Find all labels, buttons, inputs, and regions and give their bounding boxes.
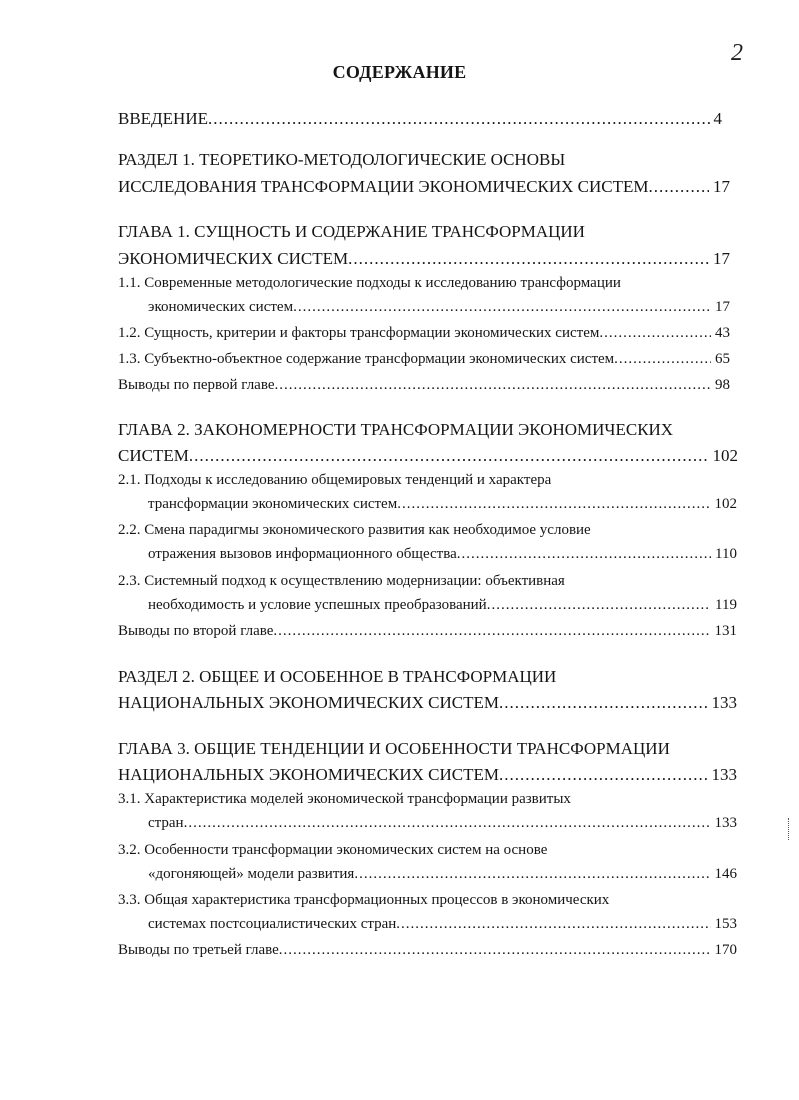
leader-dots [499,693,708,713]
toc-entry-page: 119 [715,597,737,613]
toc-entry-text: ГЛАВА 3. ОБЩИЕ ТЕНДЕНЦИИ И ОСОБЕННОСТИ ТРАНСФОРМАЦИИ [118,739,670,758]
toc-entry-text: 3.3. Общая характеристика трансформационных процессов в экономических [118,892,610,908]
toc-entry-page: 110 [715,546,737,562]
toc-entry-text: Выводы по третьей главе [118,942,279,958]
toc-item-3-2-line1 [118,842,758,866]
toc-entry-text: экономических систем [148,299,294,315]
leader-dots [189,446,709,466]
leader-dots [279,942,711,959]
toc-entry-page: 17 [715,299,730,315]
toc-entry-text: ИССЛЕДОВАНИЯ ТРАНСФОРМАЦИИ ЭКОНОМИЧЕСКИХ СИСТЕМ [118,177,649,196]
toc-entry-text: ВВЕДЕНИЕ [118,109,208,128]
leader-dots [649,177,709,197]
toc-item-3-1 [148,815,737,839]
toc-item-3-1-line1 [118,791,758,815]
leader-dots [348,249,709,269]
toc-entry-text: РАЗДЕЛ 1. ТЕОРЕТИКО-МЕТОДОЛОГИЧЕСКИЕ ОСНОВЫ [118,150,566,169]
toc-entry-text: НАЦИОНАЛЬНЫХ ЭКОНОМИЧЕСКИХ СИСТЕМ [118,765,499,784]
leader-dots [354,866,710,883]
toc-entry-page: 17 [713,177,730,196]
toc-item-2-2 [148,546,737,570]
toc-entry-text: 1.3. Субъектно-объектное содержание трансформации экономических систем [118,351,615,367]
leader-dots [499,765,708,785]
toc-chapter2-line1 [118,420,758,444]
toc-entry-text: НАЦИОНАЛЬНЫХ ЭКОНОМИЧЕСКИХ СИСТЕМ [118,693,499,712]
toc-chapter3-line1 [118,739,778,763]
toc-item-2-1 [148,496,737,520]
toc-entry-text: 3.1. Характеристика моделей экономической трансформации развитых [118,791,571,807]
scan-artifact [788,818,792,840]
toc-item-1-1-line1 [118,275,758,299]
toc-entry-page: 4 [713,109,722,128]
toc-entry-page: 131 [714,623,737,639]
toc-item-1-3 [118,351,730,375]
toc-entry-text: 1.2. Сущность, критерии и факторы трансформации экономических систем [118,325,600,341]
toc-entry-text: системах постсоциалистических стран [148,916,397,932]
toc-entry-text: отражения вызовов информационного общества [148,546,457,562]
toc-entry-chapter1 [118,249,730,273]
toc-item-2-1-line1 [118,472,758,496]
leader-dots [208,109,710,129]
leader-dots [293,299,711,316]
toc-entry-section1 [118,177,730,201]
handwritten-page-number: 2 [731,40,743,66]
leader-dots [275,377,712,394]
toc-entry-page: 153 [714,916,737,932]
toc-entry-text: РАЗДЕЛ 2. ОБЩЕЕ И ОСОБЕННОЕ В ТРАНСФОРМАЦИИ [118,667,557,686]
toc-entry-text: Выводы по первой главе [118,377,275,393]
toc-entry-chapter3 [118,765,737,789]
toc-entry-page: 133 [711,693,737,712]
toc-item-2-2-line1 [118,522,758,546]
leader-dots [184,815,711,832]
toc-item-2-3 [148,597,737,621]
toc-entry-page: 43 [715,325,730,341]
toc-item-3-2 [148,866,737,890]
toc-entry-text: ГЛАВА 2. ЗАКОНОМЕРНОСТИ ТРАНСФОРМАЦИИ ЭКОНОМИЧЕСКИХ [118,420,674,439]
toc-entry-page: 133 [714,815,737,831]
toc-entry-text: 2.3. Системный подход к осуществлению модернизации: объективная [118,573,565,589]
toc-entry-chapter2 [118,446,738,470]
toc-item-1-2 [118,325,730,349]
toc-entry-intro [118,109,722,133]
toc-entry-text: необходимость и условие успешных преобразований [148,597,487,613]
toc-entry-page: 146 [714,866,737,882]
leader-dots [487,597,711,614]
toc-item-2-3-line1 [118,573,758,597]
toc-entry-section2 [118,693,737,717]
leader-dots [614,351,711,368]
leader-dots [273,623,710,640]
toc-entry-text: 1.1. Современные методологические подходы к исследованию трансформации [118,275,621,291]
toc-entry-page: 65 [715,351,730,367]
toc-entry-page: 102 [712,446,738,465]
toc-entry-text: Выводы по второй главе [118,623,274,639]
page-title: СОДЕРЖАНИЕ [332,62,467,82]
toc-entry-text: стран [148,815,184,831]
toc-entry-text: ЭКОНОМИЧЕСКИХ СИСТЕМ [118,249,349,268]
toc-entry-text: ГЛАВА 1. СУЩНОСТЬ И СОДЕРЖАНИЕ ТРАНСФОРМАЦИИ [118,222,585,241]
leader-dots [397,496,710,513]
toc-entry-page: 17 [713,249,730,268]
toc-section1-line1 [118,150,758,174]
toc-entry-page: 170 [714,942,737,958]
toc-entry-page: 133 [711,765,737,784]
toc-entry-text: 2.2. Смена парадигмы экономического развития как необходимое условие [118,522,591,538]
toc-entry-text: трансформации экономических систем [148,496,398,512]
leader-dots [396,916,710,933]
toc-section2-line1 [118,667,758,691]
leader-dots [457,546,711,563]
toc-conclusion-2 [118,623,737,647]
leader-dots [599,325,711,342]
toc-entry-text: «догоняющей» модели развития [148,866,355,882]
toc-chapter1-line1 [118,222,758,246]
toc-entry-text: СИСТЕМ [118,446,189,465]
toc-entry-page: 102 [714,496,737,512]
toc-item-1-1 [148,299,730,323]
toc-entry-text: 3.2. Особенности трансформации экономических систем на основе [118,842,548,858]
toc-conclusion-3 [118,942,737,966]
toc-entry-text: 2.1. Подходы к исследованию общемировых тенденций и характера [118,472,552,488]
toc-entry-page: 98 [715,377,730,393]
toc-item-3-3-line1 [118,892,758,916]
toc-conclusion-1 [118,377,730,401]
toc-item-3-3 [148,916,737,940]
